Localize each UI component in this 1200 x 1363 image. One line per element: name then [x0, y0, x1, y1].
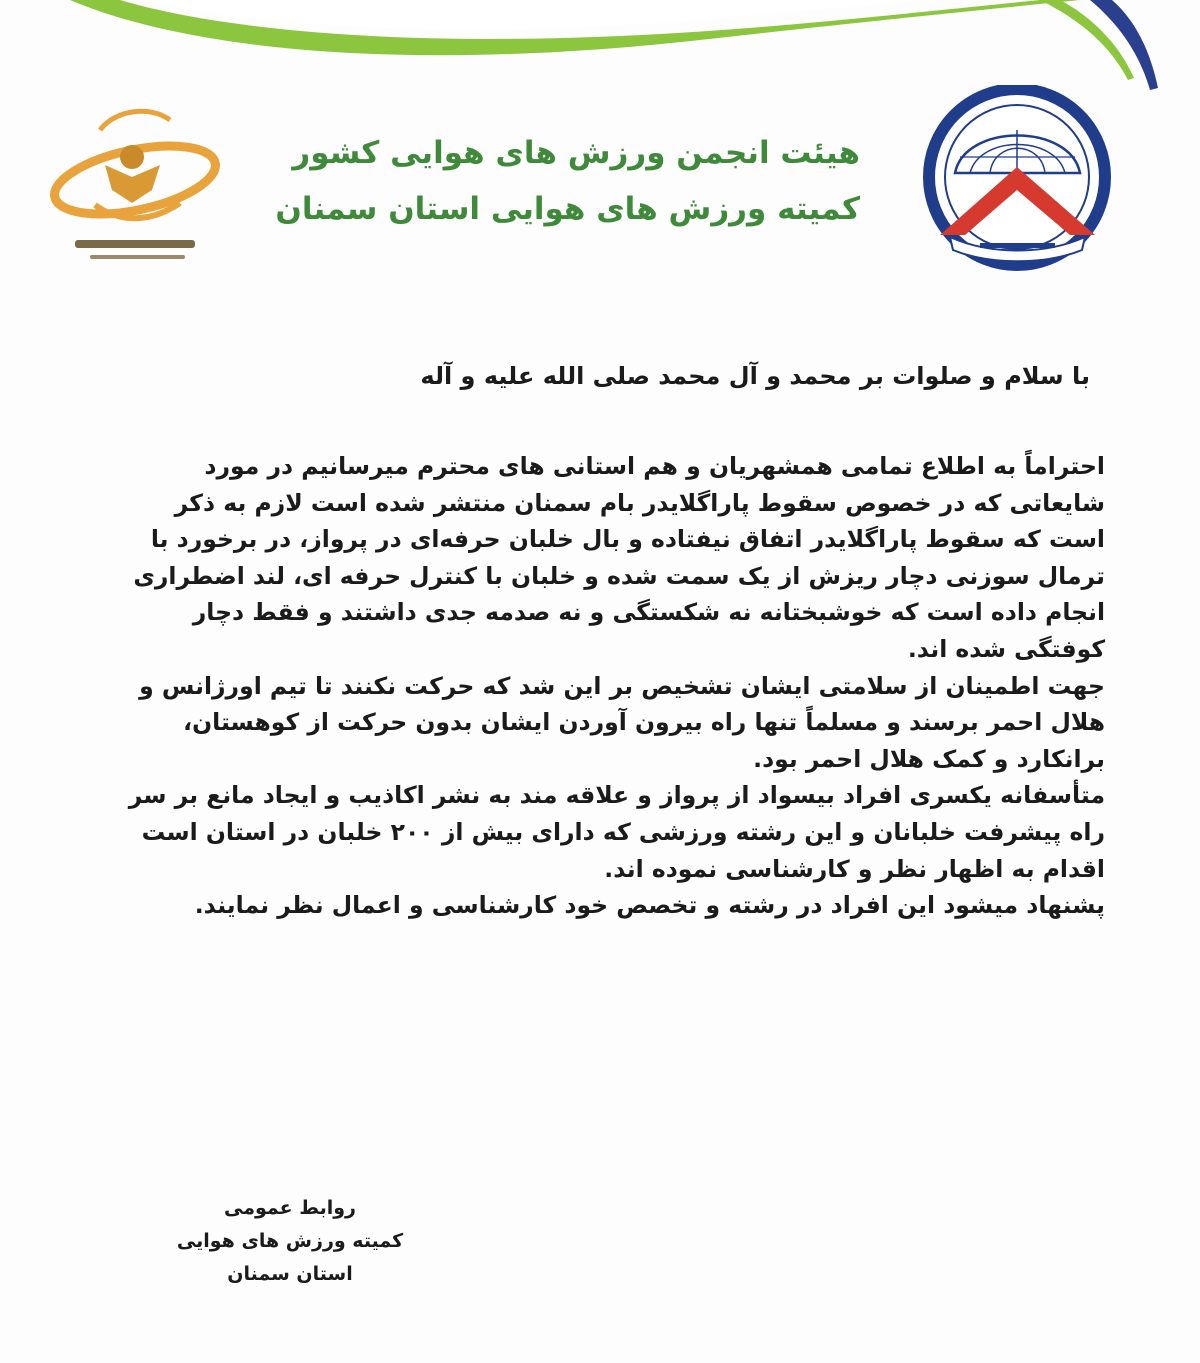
letter-greeting: با سلام و صلوات بر محمد و آل محمد صلی الله علیه و آله	[420, 362, 1090, 390]
letter-paragraph: پشنهاد میشود این افراد در رشته و تخصص خود کارشناسی و اعمال نظر نمایند.	[194, 891, 1105, 920]
signature-line1: روابط عمومی	[224, 1197, 356, 1219]
signature-block	[140, 1192, 440, 1291]
organization-title	[260, 125, 860, 237]
organization-title-line2: کمیته ورزش های هوایی استان سمنان	[275, 191, 860, 227]
letter-body	[115, 448, 1105, 924]
signature-line3: استان سمنان	[227, 1263, 353, 1285]
organization-title-line1: هیئت انجمن ورزش های هوایی کشور	[292, 135, 860, 171]
letter-paragraph: متأسفانه یکسری افراد بیسواد از پرواز و علاقه مند به نشر اکاذیب و ایجاد مانع بر سر راه پیشرفت خلبانان و این رشته ورزشی که دارای بیش از ۲۰۰ خلبان در استان است اقدام به اظهار نظر و کارشناسی نموده اند.	[128, 781, 1105, 883]
letter-paragraph: احتراماً به اطلاع تمامی همشهریان و هم استانی های محترم میرسانیم در مورد شایعاتی که در خصوص سقوط پاراگلایدر بام سمنان منتشر شده است لازم به ذکر است که سقوط پاراگلایدر اتفاق نیفتاده و بال خلبان حرفه‌ای در پرواز، در برخورد با ترمال سوزنی دچار ریزش از یک سمت شده و خلبان با کنترل حرفه ای، لند اضطراری انجام داده است که خوشبختانه نه شکستگی و نه صدمه جدی داشتند و فقط دچار کوفتگی شده اند.	[133, 452, 1105, 663]
letter-paragraph: جهت اطمینان از سلامتی ایشان تشخیص بر این شد که حرکت نکنند تا تیم اورژانس و هلال احمر برسند و مسلماً تنها راه بیرون آوردن ایشان بدون حرکت از کوهستان، برانکارد و کمک هلال احمر بود.	[139, 671, 1105, 773]
signature-line2: کمیته ورزش های هوایی	[176, 1230, 404, 1252]
sports-committee-logo-icon	[40, 95, 230, 280]
airsports-association-seal-icon	[910, 85, 1125, 275]
